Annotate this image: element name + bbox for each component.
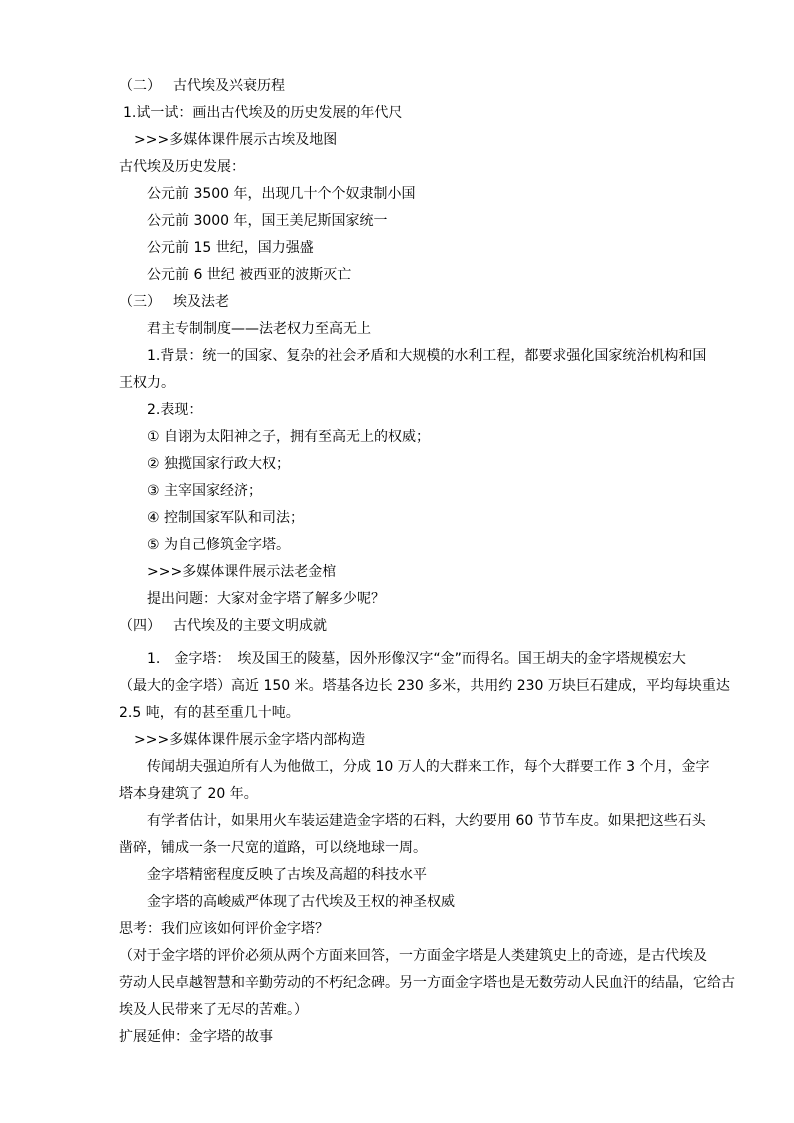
- section4-heading-text: 古代埃及的主要文明成就: [173, 618, 327, 634]
- section3-heading: [119, 293, 229, 311]
- section2-heading: [119, 77, 285, 95]
- performance-title: 2.表现：: [147, 402, 203, 418]
- timeline-item: 公元前 15 世纪，国力强盛: [147, 240, 314, 256]
- question-line: 提出问题：大家对金字塔了解多少呢？: [147, 591, 385, 607]
- background-line: 王权力。: [119, 375, 175, 391]
- majesty-line: 金字塔的高峻威严体现了古代埃及王权的神圣权威: [147, 894, 455, 910]
- legend-paragraph-line: 传闻胡夫强迫所有人为他做工，分成 10 万人的大群来工作，每个大群要工作 3 个月，金字: [147, 759, 710, 775]
- performance-item: ② 独揽国家行政大权；: [147, 456, 291, 472]
- answer-paragraph-line: （对于金字塔的评价必须从两个方面来回答，一方面金字塔是人类建筑史上的奇迹，是古代埃及: [119, 948, 707, 964]
- background-line: 1.背景：统一的国家、复杂的社会矛盾和大规模的水利工程，都要求强化国家统治机构和国: [147, 348, 707, 364]
- section4-heading: [119, 617, 327, 635]
- scholar-paragraph-line: 有学者估计，如果用火车装运建造金字塔的石料，大约要用 60 节节车皮。如果把这些石头: [147, 813, 706, 829]
- answer-paragraph-line: 劳动人民卓越智慧和辛勤劳动的不朽纪念碑。另一方面金字塔也是无数劳动人民血汗的结晶，它给古: [119, 975, 735, 991]
- section4-heading-number: （四）: [119, 618, 161, 634]
- legend-paragraph-line: 塔本身建筑了 20 年。: [119, 786, 258, 802]
- performance-item: ③ 主宰国家经济；: [147, 483, 263, 499]
- performance-item: ④ 控制国家军队和司法；: [147, 510, 305, 526]
- development-title: 古代埃及历史发展：: [119, 159, 245, 175]
- section2-heading-text: 古代埃及兴衰历程: [173, 78, 285, 94]
- pyramid-paragraph-line: 1. 金字塔： 埃及国王的陵墓，因外形像汉字“金”而得名。国王胡夫的金字塔规模宏大: [147, 651, 686, 667]
- section3-heading-text: 埃及法老: [173, 294, 229, 310]
- timeline-item: 公元前 3000 年，国王美尼斯国家统一: [147, 213, 388, 229]
- scholar-paragraph-line: 凿碎，铺成一条一尺宽的道路，可以绕地球一周。: [119, 840, 427, 856]
- think-question: 思考：我们应该如何评价金字塔？: [119, 921, 329, 937]
- media-note-interior: >>>多媒体课件展示金字塔内部构造: [134, 732, 366, 748]
- section2-heading-number: （二）: [119, 78, 161, 94]
- try-item: 1.试一试：画出古代埃及的历史发展的年代尺: [123, 105, 403, 121]
- answer-paragraph-line: 埃及人民带来了无尽的苦难。）: [119, 1002, 308, 1018]
- timeline-item: 公元前 6 世纪 被西亚的波斯灭亡: [147, 267, 352, 283]
- extend-line: 扩展延伸：金字塔的故事: [119, 1029, 273, 1045]
- pyramid-paragraph-line: 2.5 吨，有的甚至重几十吨。: [119, 705, 300, 721]
- timeline-item: 公元前 3500 年，出现几十个个奴隶制小国: [147, 186, 416, 202]
- pyramid-paragraph-line: （最大的金字塔）高近 150 米。塔基各边长 230 多米，共用约 230 万块巨石建成，平均每块重达: [119, 678, 730, 694]
- performance-item: ① 自诩为太阳神之子，拥有至高无上的权威；: [147, 429, 430, 445]
- media-note-coffin: >>>多媒体课件展示法老金棺: [147, 564, 337, 580]
- precision-line: 金字塔精密程度反映了古埃及高超的科技水平: [147, 867, 427, 883]
- media-note-map: >>>多媒体课件展示古埃及地图: [134, 132, 338, 148]
- performance-item: ⑤ 为自己修筑金字塔。: [147, 537, 291, 553]
- section3-heading-number: （三）: [119, 294, 161, 310]
- system-line: 君主专制制度——法老权力至高无上: [147, 321, 371, 337]
